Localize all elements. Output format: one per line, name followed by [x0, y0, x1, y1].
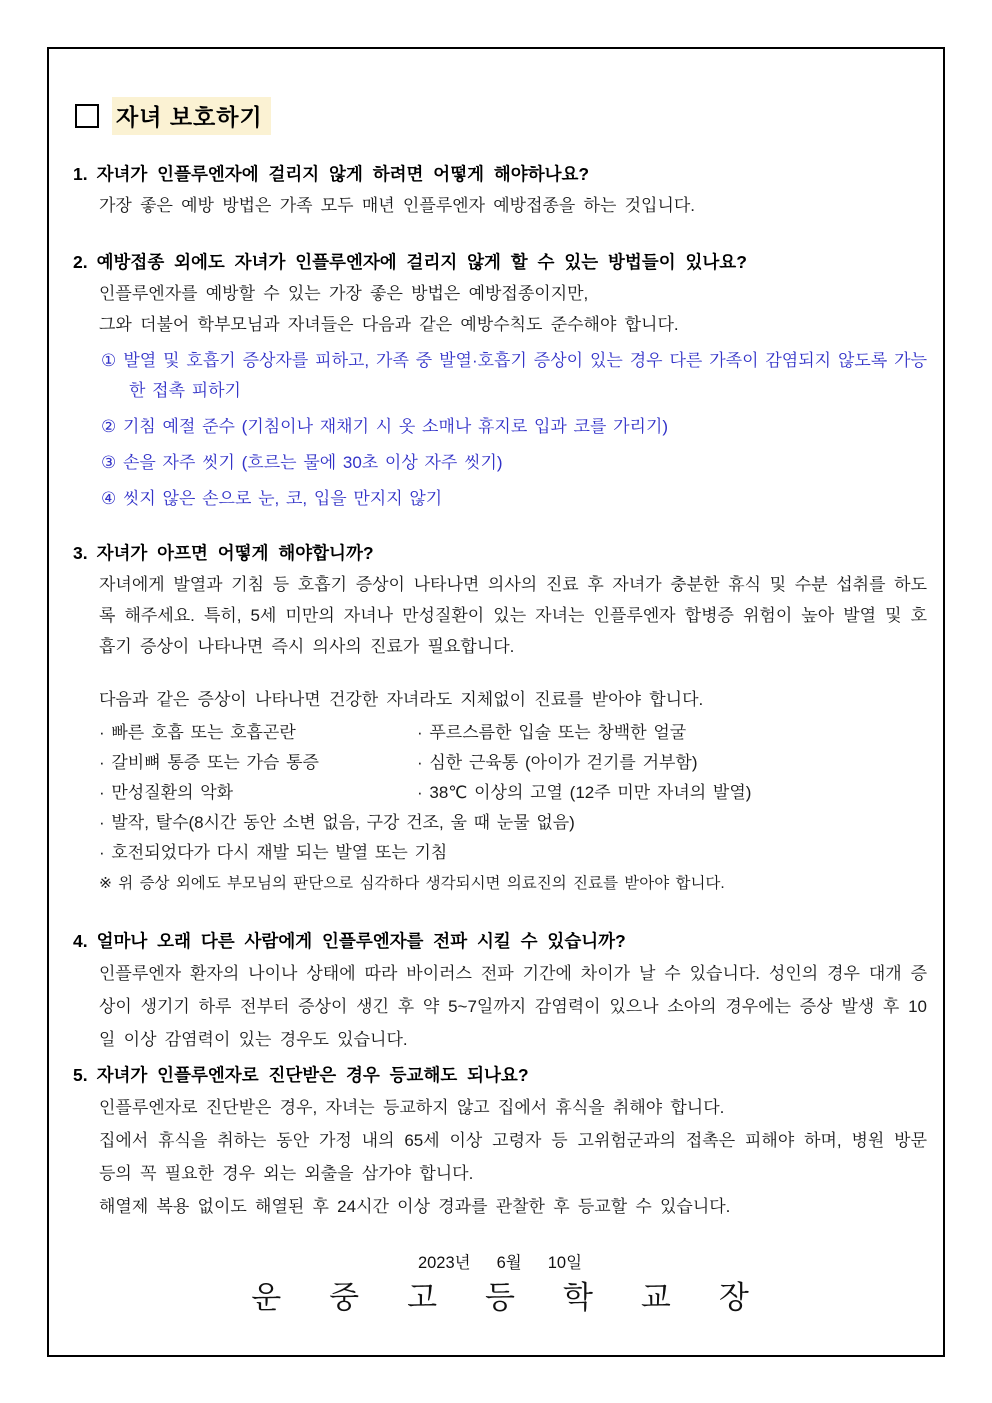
issue-date — [73, 1249, 927, 1273]
question-1-text: 자녀가 인플루엔자에 걸리지 않게 하려면 어떻게 해야하나요? — [96, 164, 590, 184]
question-3-text: 자녀가 아프면 어떻게 해야합니까? — [96, 543, 374, 563]
issue-date-day: 10일 — [547, 1254, 583, 1272]
answer-2-line-1: 인플루엔자를 예방할 수 있는 가장 좋은 방법은 예방접종이지만, — [99, 284, 589, 303]
question-4-heading — [73, 928, 927, 953]
question-3-heading — [73, 540, 927, 565]
answer-5-paragraph-2: 집에서 휴식을 취하는 동안 가정 내의 65세 이상 고령자 등 고위험군과의 접촉은 피해야 하며, 병원 방문 등의 꼭 필요한 경우 외는 외출을 삼가야 합니다. — [99, 1131, 927, 1183]
question-5-heading — [73, 1062, 927, 1087]
issue-date-month: 6월 — [496, 1254, 522, 1272]
page-title: 자녀 보호하기 — [112, 97, 271, 135]
symptom-cell: · 푸르스름한 입술 또는 창백한 얼굴 — [417, 723, 687, 742]
prevention-rule-1: ① 발열 및 호흡기 증상자를 피하고, 가족 중 발열·호흡기 증상이 있는 경우 다른 가족이 감염되지 않도록 가능한 접촉 피하기 — [101, 351, 927, 400]
answer-2-line-2: 그와 더불어 학부모님과 자녀들은 다음과 같은 예방수칙도 준수해야 합니다. — [99, 315, 679, 334]
question-2-text: 예방접종 외에도 자녀가 인플루엔자에 걸리지 않게 할 수 있는 방법들이 있나요? — [96, 252, 747, 272]
question-2-number: 2. — [73, 252, 88, 272]
symptom-row — [99, 718, 927, 748]
question-5-number: 5. — [73, 1065, 88, 1085]
principal-signature: 운중고등학교장 — [251, 1280, 797, 1315]
question-1-heading — [73, 161, 927, 186]
checkbox-square-icon — [75, 104, 99, 128]
symptom-table — [99, 718, 927, 868]
symptom-full-row: · 호전되었다가 다시 재발 되는 발열 또는 기침 — [99, 843, 448, 862]
signature-row — [73, 1277, 927, 1319]
answer-5-line-1: 인플루엔자로 진단받은 경우, 자녀는 등교하지 않고 집에서 휴식을 취해야 합니다. — [99, 1098, 725, 1117]
answer-3-paragraph: 자녀에게 발열과 기침 등 호흡기 증상이 나타나면 의사의 진료 후 자녀가 충분한 휴식 및 수분 섭취를 하도록 해주세요. 특히, 5세 미만의 자녀나 만성질환이 있는 자녀는 인플루엔자 합병증 위험이 높아 발열 및 호흡기 증상이 나타나면 즉시 의사의 진료가 필요합니다. — [99, 575, 927, 656]
symptom-row — [99, 748, 927, 778]
symptom-cell: · 빠른 호흡 또는 호흡곤란 — [99, 723, 296, 742]
question-5-text: 자녀가 인플루엔자로 진단받은 경우 등교해도 되나요? — [96, 1065, 529, 1085]
prevention-rule-2: ② 기침 예절 준수 (기침이나 재채기 시 옷 소매나 휴지로 입과 코를 가리기) — [101, 417, 669, 436]
question-3-number: 3. — [73, 543, 88, 563]
notice-frame — [47, 47, 945, 1357]
symptom-cell: · 심한 근육통 (아이가 걷기를 거부함) — [417, 753, 698, 772]
symptom-intro: 다음과 같은 증상이 나타나면 건강한 자녀라도 지체없이 진료를 받아야 합니다. — [99, 690, 704, 709]
prevention-rules-list — [101, 346, 927, 514]
question-4-text: 얼마나 오래 다른 사람에게 인플루엔자를 전파 시킬 수 있습니까? — [96, 931, 626, 951]
symptom-row — [99, 778, 927, 808]
symptom-full-row: · 발작, 탈수(8시간 동안 소변 없음, 구강 건조, 울 때 눈물 없음) — [99, 813, 575, 832]
section-title-row — [75, 97, 927, 135]
question-4-number: 4. — [73, 931, 88, 951]
prevention-rule-4: ④ 씻지 않은 손으로 눈, 코, 입을 만지지 않기 — [101, 489, 443, 508]
answer-1-paragraph: 가장 좋은 예방 방법은 가족 모두 매년 인플루엔자 예방접종을 하는 것입니다. — [99, 196, 696, 215]
symptom-cell: · 38℃ 이상의 고열 (12주 미만 자녀의 발열) — [417, 783, 752, 802]
question-1-number: 1. — [73, 164, 88, 184]
answer-4-paragraph: 인플루엔자 환자의 나이나 상태에 따라 바이러스 전파 기간에 차이가 날 수 있습니다. 성인의 경우 대개 증상이 생기기 하루 전부터 증상이 생긴 후 약 5~7일까지 감염력이 있으나 소아의 경우에는 증상 발생 후 10일 이상 감염력이 있는 경우도 있습니다. — [99, 964, 927, 1049]
prevention-rule-3: ③ 손을 자주 씻기 (흐르는 물에 30초 이상 자주 씻기) — [101, 453, 503, 472]
question-2-heading — [73, 249, 927, 274]
symptom-note: ※ 위 증상 외에도 부모님의 판단으로 심각하다 생각되시면 의료진의 진료를 받아야 합니다. — [99, 875, 725, 892]
issue-date-year: 2023년 — [417, 1254, 471, 1272]
answer-5-line-3: 해열제 복용 없이도 해열된 후 24시간 이상 경과를 관찰한 후 등교할 수 있습니다. — [99, 1197, 731, 1216]
symptom-cell: · 만성질환의 악화 — [99, 783, 234, 802]
symptom-cell: · 갈비뼈 통증 또는 가슴 통증 — [99, 753, 319, 772]
